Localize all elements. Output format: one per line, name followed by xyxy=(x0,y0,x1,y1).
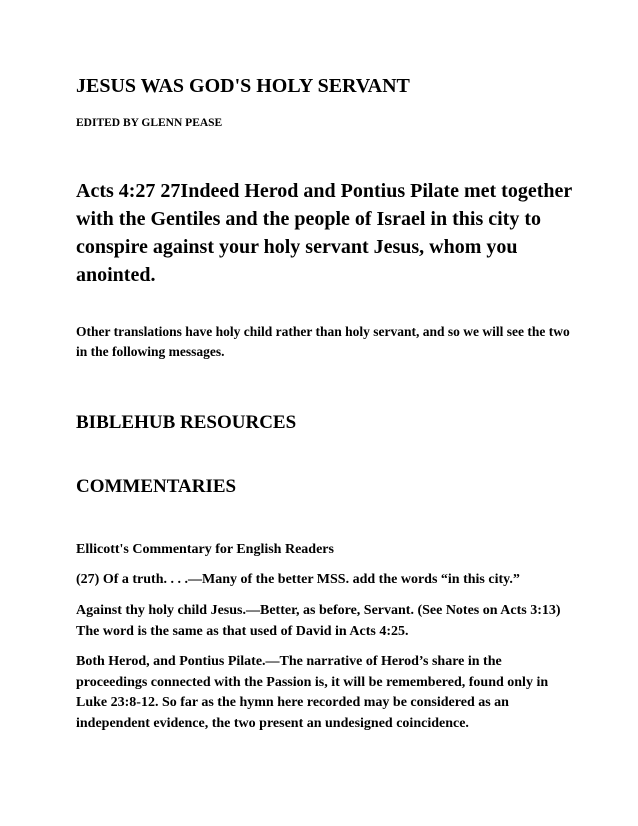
commentary-paragraph: Against thy holy child Jesus.—Better, as before, Servant. (See Notes on Acts 3:13) The word is the same as that used of David in Acts 4:25. xyxy=(76,603,561,639)
commentary-title: Ellicott's Commentary for English Readers xyxy=(76,542,334,557)
commentary-paragraph: (27) Of a truth. . . .—Many of the better MSS. add the words “in this city.” xyxy=(76,572,520,587)
verse-text: Acts 4:27 27Indeed Herod and Pontius Pilate met together with the Gentiles and the people of Israel in this city to conspire against your holy servant Jesus, whom you anointed. xyxy=(76,180,572,286)
translation-note: Other translations have holy child rather than holy servant, and so we will see the two in the following messages. xyxy=(76,324,570,359)
commentary-paragraph: Both Herod, and Pontius Pilate.—The narrative of Herod’s share in the proceedings connected with the Passion is, it will be remembered, found only in Luke 23:8-12. So far as the hymn here recorded may be considered as an independent evidence, the two present an undesigned coincidence. xyxy=(76,654,549,731)
document-title: JESUS WAS GOD'S HOLY SERVANT xyxy=(76,75,410,97)
editor-credit: EDITED BY GLENN PEASE xyxy=(76,117,223,129)
section-heading-resources: BIBLEHUB RESOURCES xyxy=(76,412,297,433)
section-heading-commentaries: COMMENTARIES xyxy=(76,476,237,497)
